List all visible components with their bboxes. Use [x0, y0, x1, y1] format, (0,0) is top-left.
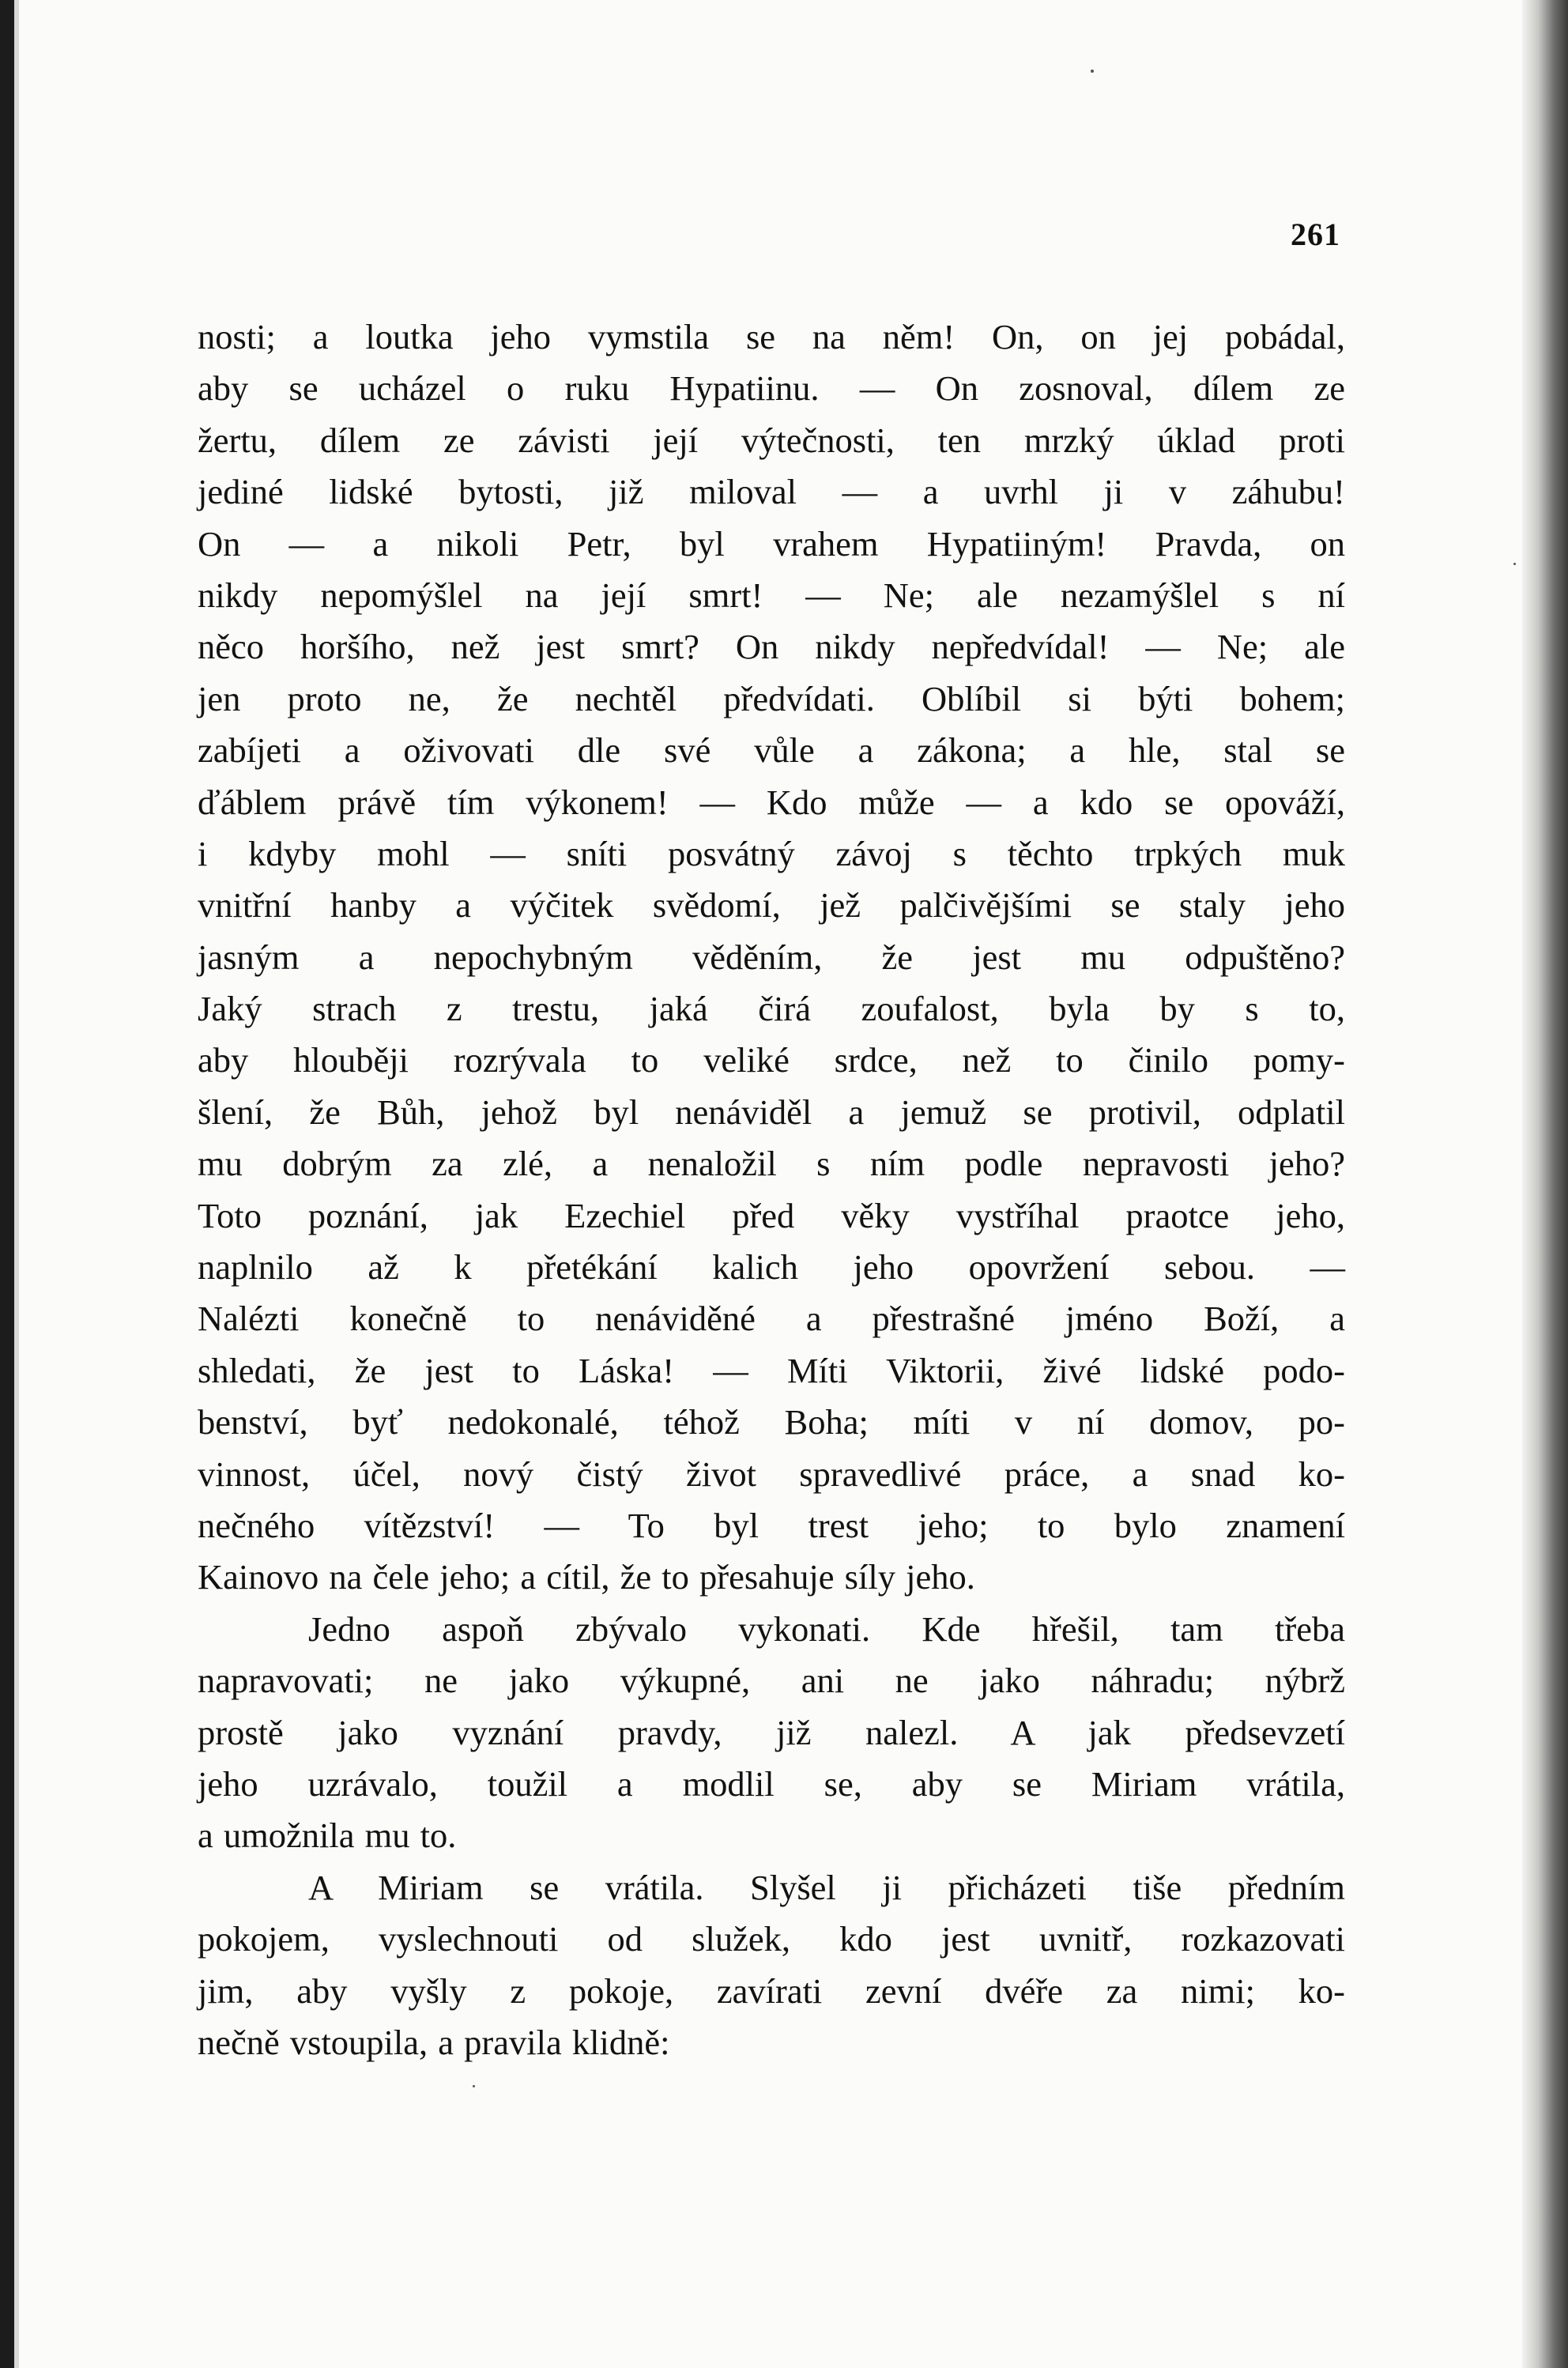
text-line: Toto poznání, jak Ezechiel před věky vystříhal praotce jeho,	[198, 1195, 1345, 1235]
paper-speck	[1091, 70, 1094, 73]
paper-speck	[473, 2085, 475, 2087]
text-line: aby hlouběji rozrývala to veliké srdce, než to činilo pomy-	[198, 1040, 1345, 1080]
text-line: vinnost, účel, nový čistý život spravedlivé práce, a snad ko-	[198, 1454, 1345, 1494]
page-edge-shadow	[1522, 0, 1568, 2368]
body-text	[198, 311, 1345, 2068]
text-line: shledati, že jest to Láska! — Míti Viktorii, živé lidské podo-	[198, 1350, 1345, 1390]
text-line: aby se ucházel o ruku Hypatiinu. — On zosnoval, dílem ze	[198, 368, 1345, 409]
text-line: mu dobrým za zlé, a nenaložil s ním podle nepravosti jeho?	[198, 1144, 1345, 1184]
text-line: naplnilo až k přetékání kalich jeho opovržení sebou. —	[198, 1247, 1345, 1288]
paragraph-start-line: Jedno aspoň zbývalo vykonati. Kde hřešil, tam třeba	[308, 1608, 1345, 1649]
text-line: prostě jako vyznání pravdy, již nalezl. A jak předsevzetí	[198, 1712, 1345, 1752]
page-number: 261	[1291, 217, 1340, 252]
text-line: šlení, že Bůh, jehož byl nenáviděl a jemuž se protivil, odplatil	[198, 1092, 1345, 1132]
text-line: něco horšího, než jest smrt? On nikdy nepředvídal! — Ne; ale	[198, 627, 1345, 667]
text-line: i kdyby mohl — sníti posvátný závoj s těchto trpkých muk	[198, 833, 1345, 873]
text-line: jim, aby vyšly z pokoje, zavírati zevní dvéře za nimi; ko-	[198, 1970, 1345, 2011]
text-line: jasným a nepochybným věděním, že jest mu odpuštěno?	[198, 937, 1345, 977]
text-line: Nalézti konečně to nenáviděné a přestrašné jméno Boží, a	[198, 1299, 1345, 1339]
text-line: jeho uzrávalo, toužil a modlil se, aby se Miriam vrátila,	[198, 1763, 1345, 1804]
text-line: pokojem, vyslechnouti od služek, kdo jest uvnitř, rozkazovati	[198, 1919, 1345, 1959]
paragraph-end-line: nečně vstoupila, a pravila klidně:	[198, 2022, 670, 2062]
text-line: ďáblem právě tím výkonem! — Kdo může — a kdo se opováží,	[198, 782, 1345, 822]
paper-speck	[1513, 563, 1516, 565]
text-line: benství, byť nedokonalé, téhož Boha; míti v ní domov, po-	[198, 1402, 1345, 1442]
paragraph-end-line: a umožnila mu to.	[198, 1816, 457, 1856]
paragraph-end-line: Kainovo na čele jeho; a cítil, že to přesahuje síly jeho.	[198, 1557, 975, 1597]
text-line: nečného vítězství! — To byl trest jeho; to bylo znamení	[198, 1505, 1345, 1545]
text-line: jen proto ne, že nechtěl předvídati. Oblíbil si býti bohem;	[198, 678, 1345, 718]
text-line: nikdy nepomýšlel na její smrt! — Ne; ale nezamýšlel s ní	[198, 575, 1345, 615]
text-line: napravovati; ne jako výkupné, ani ne jako náhradu; nýbrž	[198, 1661, 1345, 1701]
text-line: On — a nikoli Petr, byl vrahem Hypatiiným! Pravda, on	[198, 523, 1345, 564]
text-line: žertu, dílem ze závisti její výtečnosti, ten mrzký úklad proti	[198, 420, 1345, 460]
page-binding-gap	[14, 0, 19, 2368]
text-line: jediné lidské bytosti, již miloval — a uvrhl ji v záhubu!	[198, 472, 1345, 512]
text-line: Jaký strach z trestu, jaká čirá zoufalost, byla by s to,	[198, 989, 1345, 1029]
text-line: zabíjeti a oživovati dle své vůle a zákona; a hle, stal se	[198, 730, 1345, 771]
text-line: vnitřní hanby a výčitek svědomí, jež palčivějšími se staly jeho	[198, 885, 1345, 926]
page-binding-edge	[0, 0, 14, 2368]
paragraph-start-line: A Miriam se vrátila. Slyšel ji přicházeti tiše předním	[308, 1867, 1345, 1907]
text-line: nosti; a loutka jeho vymstila se na něm! On, on jej pobádal,	[198, 317, 1345, 356]
